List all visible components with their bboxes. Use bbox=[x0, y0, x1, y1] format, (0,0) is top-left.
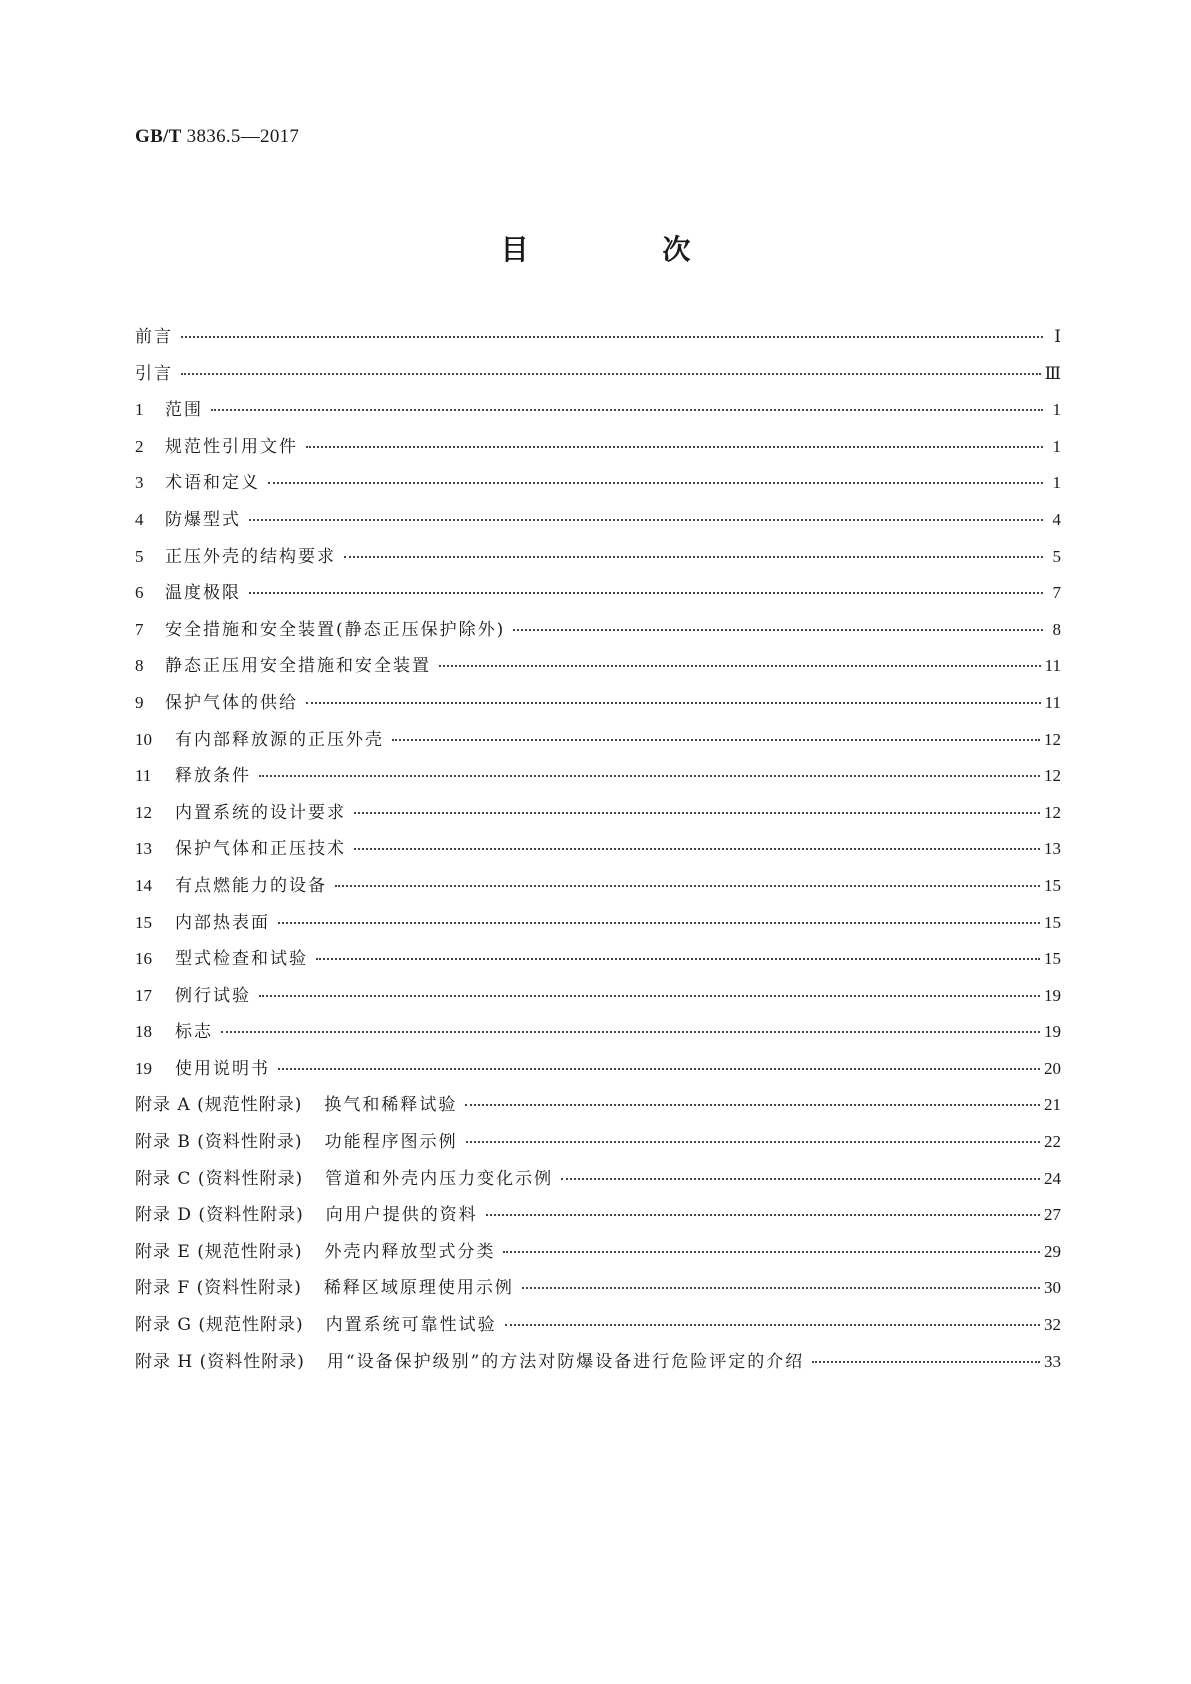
toc-entry-chapter[interactable] bbox=[135, 620, 1061, 657]
toc-entry-number: 10 bbox=[135, 729, 152, 749]
toc-entry-title: 安全措施和安全装置(静态正压保护除外) bbox=[165, 619, 506, 640]
toc-entry-chapter[interactable] bbox=[135, 583, 1061, 620]
toc-entry-title: 使用说明书 bbox=[175, 1058, 270, 1079]
toc-leader-dots bbox=[466, 1141, 1040, 1143]
toc-entry-page: 20 bbox=[1044, 1058, 1061, 1078]
toc-entry-appendix[interactable] bbox=[135, 1278, 1061, 1315]
standard-code-number: 3836.5—2017 bbox=[186, 126, 300, 147]
toc-entry-chapter[interactable] bbox=[135, 510, 1061, 547]
toc-appendix-label: 附录 H (资料性附录) bbox=[135, 1351, 305, 1372]
toc-entry-appendix[interactable] bbox=[135, 1242, 1061, 1279]
toc-leader-dots bbox=[181, 373, 1041, 375]
toc-entry-chapter[interactable] bbox=[135, 839, 1061, 876]
toc-appendix-label: 附录 D (资料性附录) bbox=[135, 1205, 304, 1226]
toc-entry-page: 24 bbox=[1044, 1168, 1061, 1188]
toc-leader-dots bbox=[561, 1178, 1040, 1180]
toc-entry-page: 7 bbox=[1052, 583, 1061, 603]
toc-leader-dots bbox=[259, 775, 1040, 777]
toc-entry-appendix[interactable] bbox=[135, 1352, 1061, 1389]
toc-entry-page: 15 bbox=[1044, 912, 1061, 932]
toc-entry-page: 12 bbox=[1044, 802, 1061, 822]
toc-leader-dots bbox=[249, 592, 1043, 594]
toc-entry-appendix[interactable] bbox=[135, 1315, 1061, 1352]
toc-entry-title: 规范性引用文件 bbox=[165, 436, 298, 457]
toc-entry-page: 27 bbox=[1044, 1205, 1061, 1225]
toc-entry-number: 9 bbox=[135, 692, 144, 712]
toc-entry-title: 有内部释放源的正压外壳 bbox=[175, 729, 384, 750]
toc-entry-page: 32 bbox=[1044, 1315, 1061, 1335]
toc-entry-page: Ⅰ bbox=[1054, 327, 1061, 346]
toc-entry-title: 保护气体和正压技术 bbox=[175, 839, 346, 860]
toc-entry-chapter[interactable] bbox=[135, 803, 1061, 840]
toc-leader-dots bbox=[268, 482, 1043, 484]
toc-leader-dots bbox=[465, 1104, 1040, 1106]
toc-entry-page: 19 bbox=[1044, 1022, 1061, 1042]
toc-entry-title: 前言 bbox=[135, 327, 173, 347]
toc-leader-dots bbox=[211, 409, 1043, 411]
toc-entry-foreword[interactable] bbox=[135, 327, 1061, 364]
toc-entry-page: Ⅲ bbox=[1044, 363, 1061, 383]
toc-entry-title: 防爆型式 bbox=[165, 509, 241, 530]
toc-entry-title: 用“设备保护级别”的方法对防爆设备进行危险评定的介绍 bbox=[326, 1351, 805, 1372]
page-title: 目 次 bbox=[500, 233, 753, 266]
toc-leader-dots bbox=[259, 995, 1040, 997]
toc-entry-page: 1 bbox=[1052, 436, 1061, 456]
toc-entry-number: 13 bbox=[135, 839, 152, 859]
toc-entry-number: 2 bbox=[135, 436, 144, 456]
toc-entry-appendix[interactable] bbox=[135, 1132, 1061, 1169]
toc-entry-title: 型式检查和试验 bbox=[175, 949, 308, 970]
toc-entry-title: 保护气体的供给 bbox=[165, 692, 298, 713]
toc-entry-title: 内置系统可靠性试验 bbox=[325, 1315, 497, 1336]
toc-entry-title: 稀释区域原理使用示例 bbox=[323, 1278, 514, 1299]
toc-entry-title: 引言 bbox=[135, 363, 173, 384]
toc-leader-dots bbox=[306, 702, 1041, 704]
toc-entry-introduction[interactable] bbox=[135, 364, 1061, 401]
toc-entry-page: 33 bbox=[1044, 1351, 1061, 1371]
toc-leader-dots bbox=[221, 1031, 1040, 1033]
toc-entry-chapter[interactable] bbox=[135, 986, 1061, 1023]
toc-appendix-label: 附录 C (资料性附录) bbox=[135, 1168, 304, 1189]
toc-entry-title: 范围 bbox=[165, 400, 203, 421]
toc-entry-title: 温度极限 bbox=[165, 583, 241, 604]
toc-entry-title: 功能程序图示例 bbox=[324, 1132, 458, 1153]
toc-entry-title: 静态正压用安全措施和安全装置 bbox=[165, 656, 431, 677]
toc-entry-chapter[interactable] bbox=[135, 949, 1061, 986]
toc-entry-chapter[interactable] bbox=[135, 400, 1061, 437]
toc-entry-number: 3 bbox=[135, 473, 144, 493]
toc-entry-title: 外壳内释放型式分类 bbox=[324, 1241, 496, 1262]
toc-entry-chapter[interactable] bbox=[135, 656, 1061, 693]
toc-entry-title: 向用户提供的资料 bbox=[325, 1205, 478, 1226]
toc-entry-number: 12 bbox=[135, 802, 152, 822]
toc-entry-chapter[interactable] bbox=[135, 547, 1061, 584]
toc-entry-number: 7 bbox=[135, 619, 144, 639]
toc-entry-page: 15 bbox=[1044, 875, 1061, 895]
toc-entry-chapter[interactable] bbox=[135, 437, 1061, 474]
toc-entry-page: 19 bbox=[1044, 985, 1061, 1005]
toc-leader-dots bbox=[392, 739, 1040, 741]
toc-entry-number: 8 bbox=[135, 656, 144, 676]
toc-entry-title: 内置系统的设计要求 bbox=[175, 802, 346, 823]
toc-entry-number: 18 bbox=[135, 1022, 152, 1042]
toc-entry-number: 11 bbox=[135, 766, 152, 786]
toc-entry-number: 1 bbox=[135, 400, 144, 420]
toc-entry-title: 标志 bbox=[175, 1022, 213, 1043]
toc-entry-page: 5 bbox=[1052, 546, 1061, 566]
toc-appendix-label: 附录 B (资料性附录) bbox=[135, 1132, 303, 1153]
toc-entry-number: 14 bbox=[135, 875, 152, 895]
toc-entry-chapter[interactable] bbox=[135, 693, 1061, 730]
toc-leader-dots bbox=[335, 885, 1040, 887]
toc-appendix-label: 附录 F (资料性附录) bbox=[135, 1278, 302, 1299]
toc-entry-chapter[interactable] bbox=[135, 876, 1061, 913]
toc-entry-title: 管道和外壳内压力变化示例 bbox=[325, 1168, 554, 1189]
toc-leader-dots bbox=[278, 1068, 1040, 1070]
toc-leader-dots bbox=[344, 556, 1043, 558]
toc-entry-title: 释放条件 bbox=[175, 766, 251, 787]
toc-entry-chapter[interactable] bbox=[135, 730, 1061, 767]
toc-entry-page: 8 bbox=[1052, 619, 1061, 639]
toc-leader-dots bbox=[513, 629, 1043, 631]
toc-leader-dots bbox=[486, 1214, 1040, 1216]
toc-leader-dots bbox=[812, 1361, 1040, 1363]
toc-leader-dots bbox=[181, 336, 1043, 338]
toc-appendix-label: 附录 E (规范性附录) bbox=[135, 1241, 303, 1262]
toc-entry-page: 1 bbox=[1052, 400, 1061, 420]
toc-entry-page: 11 bbox=[1044, 692, 1061, 712]
toc-entry-title: 换气和稀释试验 bbox=[324, 1095, 458, 1116]
toc-entry-page: 13 bbox=[1044, 839, 1061, 859]
toc-entry-title: 有点燃能力的设备 bbox=[175, 875, 327, 896]
toc-entry-appendix[interactable] bbox=[135, 1169, 1061, 1206]
toc-entry-page: 12 bbox=[1044, 766, 1061, 786]
toc-entry-number: 17 bbox=[135, 985, 152, 1005]
standard-code-prefix: GB/T bbox=[135, 126, 182, 147]
toc-entry-chapter[interactable] bbox=[135, 766, 1061, 803]
table-of-contents bbox=[135, 327, 1061, 1388]
toc-leader-dots bbox=[439, 665, 1041, 667]
toc-entry-number: 6 bbox=[135, 583, 144, 603]
standard-code bbox=[135, 126, 299, 148]
toc-entry-page: 22 bbox=[1044, 1132, 1061, 1152]
toc-entry-number: 19 bbox=[135, 1058, 152, 1078]
toc-entry-page: 11 bbox=[1044, 656, 1061, 676]
toc-leader-dots bbox=[522, 1287, 1040, 1289]
toc-leader-dots bbox=[316, 958, 1040, 960]
toc-leader-dots bbox=[503, 1251, 1040, 1253]
toc-appendix-label: 附录 A (规范性附录) bbox=[135, 1095, 303, 1116]
toc-entry-page: 1 bbox=[1052, 473, 1061, 493]
toc-entry-page: 21 bbox=[1044, 1095, 1061, 1115]
toc-leader-dots bbox=[505, 1324, 1040, 1326]
toc-entry-page: 30 bbox=[1044, 1278, 1061, 1298]
toc-entry-title: 内部热表面 bbox=[175, 912, 270, 933]
toc-entry-page: 29 bbox=[1044, 1241, 1061, 1261]
toc-leader-dots bbox=[354, 848, 1040, 850]
toc-leader-dots bbox=[249, 519, 1043, 521]
toc-entry-page: 4 bbox=[1052, 509, 1061, 529]
toc-entry-chapter[interactable] bbox=[135, 1022, 1061, 1059]
toc-entry-title: 术语和定义 bbox=[165, 473, 260, 494]
toc-entry-page: 15 bbox=[1044, 949, 1061, 969]
toc-entry-appendix[interactable] bbox=[135, 1205, 1061, 1242]
toc-entry-title: 正压外壳的结构要求 bbox=[165, 546, 336, 567]
toc-leader-dots bbox=[306, 446, 1043, 448]
toc-entry-number: 16 bbox=[135, 949, 152, 969]
toc-entry-number: 4 bbox=[135, 509, 144, 529]
toc-entry-number: 15 bbox=[135, 912, 152, 932]
toc-entry-page: 12 bbox=[1044, 729, 1061, 749]
toc-leader-dots bbox=[354, 812, 1040, 814]
toc-entry-chapter[interactable] bbox=[135, 913, 1061, 950]
toc-entry-appendix[interactable] bbox=[135, 1095, 1061, 1132]
toc-leader-dots bbox=[278, 922, 1040, 924]
toc-appendix-label: 附录 G (规范性附录) bbox=[135, 1315, 304, 1336]
toc-entry-chapter[interactable] bbox=[135, 1059, 1061, 1096]
toc-entry-chapter[interactable] bbox=[135, 473, 1061, 510]
toc-entry-number: 5 bbox=[135, 546, 144, 566]
toc-entry-title: 例行试验 bbox=[175, 985, 251, 1006]
